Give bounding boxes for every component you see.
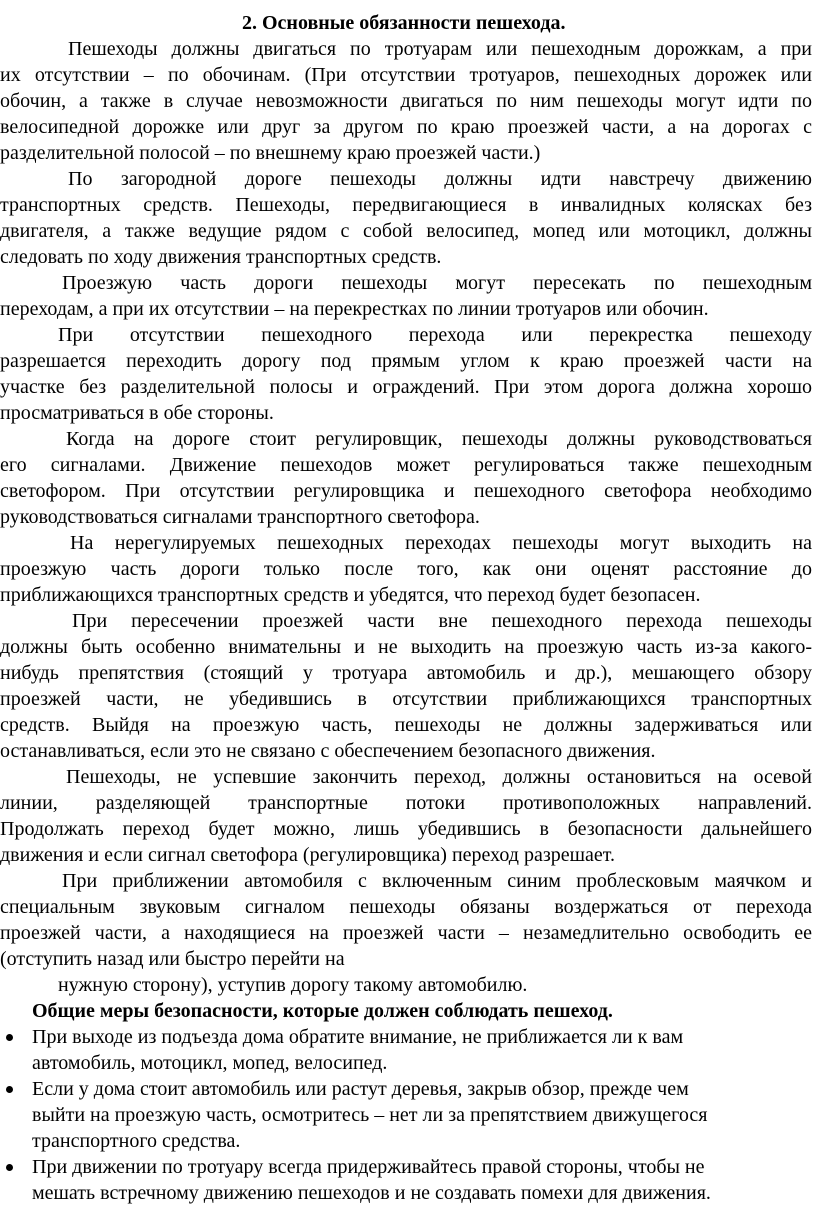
safety-bullet (0, 1154, 816, 1206)
paragraph (0, 36, 812, 166)
paragraph (0, 322, 812, 426)
bullet-line: мешать встречному движению пешеходов и не создавать помехи для движения. (32, 1182, 711, 1204)
bullet-line: транспортного средства. (32, 1130, 241, 1152)
paragraph-line: транспортных средств. Пешеходы, передвигающиеся в инвалидных колясках без (0, 194, 812, 216)
paragraph-line: просматриваться в обе стороны. (0, 402, 274, 424)
bullet-line: автомобиль, мотоцикл, мопед, велосипед. (32, 1052, 388, 1074)
bullet-line: При движении по тротуару всегда придерживайтесь правой стороны, чтобы не (32, 1156, 705, 1178)
bullet-icon (2, 1024, 16, 1050)
paragraph-line: двигателя, а также ведущие рядом с собой велосипед, мопед или мотоцикл, должны (0, 220, 812, 242)
paragraph-line: средств. Выйдя на проезжую часть, пешеходы не должны задерживаться или (0, 714, 812, 736)
paragraph (0, 608, 812, 764)
paragraph-line: линии, разделяющей транспортные потоки противоположных направлений. (0, 792, 812, 814)
paragraph-line: велосипедной дорожке или друг за другом по краю проезжей части, а на дорогах с (0, 116, 812, 138)
paragraph-line: нужную сторону), уступив дорогу такому автомобилю. (58, 974, 528, 996)
paragraph-line: разделительной полосой – по внешнему краю проезжей части.) (0, 142, 541, 164)
paragraph (0, 426, 812, 530)
safety-bullet (0, 1024, 816, 1076)
paragraph-line: При пересечении проезжей части вне пешеходного перехода пешеходы (72, 610, 812, 632)
paragraph-line: На нерегулируемых пешеходных переходах пешеходы могут выходить на (70, 532, 812, 554)
paragraph-line: При приближении автомобиля с включенным синим проблесковым маячком и (62, 870, 812, 892)
paragraph-line: должны быть особенно внимательны и не выходить на проезжую часть из-за какого- (0, 636, 812, 658)
paragraph (0, 764, 812, 868)
bullet-icon (2, 1076, 16, 1102)
paragraph-line: останавливаться, если это не связано с обеспечением безопасного движения. (0, 740, 656, 762)
paragraph-line: Проезжую часть дороги пешеходы могут пересекать по пешеходным (62, 272, 812, 294)
paragraph-line: (отступить назад или быстро перейти на (0, 948, 345, 970)
safety-bullet-list (0, 1024, 816, 1206)
paragraph-line: специальным звуковым сигналом пешеходы обязаны воздержаться от перехода (0, 896, 812, 918)
paragraph (0, 972, 812, 998)
bullet-line: При выходе из подъезда дома обратите внимание, не приближается ли к вам (32, 1026, 684, 1048)
paragraph-line: разрешается переходить дорогу под прямым углом к краю проезжей части на (0, 350, 812, 372)
paragraph-line: проезжей части, не убедившись в отсутствии приближающихся транспортных (0, 688, 812, 710)
paragraph-line: При отсутствии пешеходного перехода или перекрестка пешеходу (58, 324, 812, 346)
paragraph-line: следовать по ходу движения транспортных средств. (0, 246, 442, 268)
paragraph-line: По загородной дороге пешеходы должны идти навстречу движению (68, 168, 812, 190)
paragraph-line: участке без разделительной полосы и ограждений. При этом дорога должна хорошо (0, 376, 812, 398)
paragraph-line: нибудь препятствия (стоящий у тротуара автомобиль и др.), мешающего обзору (0, 662, 812, 684)
paragraph-line: движения и если сигнал светофора (регулировщика) переход разрешает. (0, 844, 616, 866)
safety-heading: Общие меры безопасности, которые должен соблюдать пешеход. (32, 1000, 613, 1022)
paragraph-line: переходам, а при их отсутствии – на перекрестках по линии тротуаров или обочин. (0, 298, 709, 320)
safety-bullet (0, 1076, 816, 1154)
paragraph-line: руководствоваться сигналами транспортного светофора. (0, 506, 480, 528)
paragraph-line: Пешеходы должны двигаться по тротуарам или пешеходным дорожкам, а при (68, 38, 812, 60)
document-page (0, 10, 816, 1206)
bullet-icon (2, 1154, 16, 1180)
paragraph-line: светофором. При отсутствии регулировщика и пешеходного светофора необходимо (0, 480, 812, 502)
paragraph-line: Когда на дороге стоит регулировщик, пешеходы должны руководствоваться (66, 428, 812, 450)
bullet-line: Если у дома стоит автомобиль или растут деревья, закрыв обзор, прежде чем (32, 1078, 689, 1100)
paragraph-line: приближающихся транспортных средств и убедятся, что переход будет безопасен. (0, 584, 701, 606)
paragraph (0, 166, 812, 270)
paragraph-line: Продолжать переход будет можно, лишь убедившись в безопасности дальнейшего (0, 818, 812, 840)
paragraph-line: его сигналами. Движение пешеходов может регулироваться также пешеходным (0, 454, 812, 476)
paragraph (0, 868, 812, 972)
paragraph (0, 270, 812, 322)
paragraph-line: Пешеходы, не успевшие закончить переход, должны остановиться на осевой (66, 766, 812, 788)
bullet-line: выйти на проезжую часть, осмотритесь – нет ли за препятствием движущегося (32, 1104, 708, 1126)
paragraph-line: обочин, а также в случае невозможности двигаться по ним пешеходы могут идти по (0, 90, 812, 112)
section-title: 2. Основные обязанности пешехода. (242, 12, 566, 34)
paragraph-line: их отсутствии – по обочинам. (При отсутствии тротуаров, пешеходных дорожек или (0, 64, 812, 86)
paragraphs (0, 36, 816, 998)
paragraph (0, 530, 812, 608)
paragraph-line: проезжую часть дороги только после того, как они оценят расстояние до (0, 558, 812, 580)
paragraph-line: проезжей части, а находящиеся на проезжей части – незамедлительно освободить ее (0, 922, 812, 944)
